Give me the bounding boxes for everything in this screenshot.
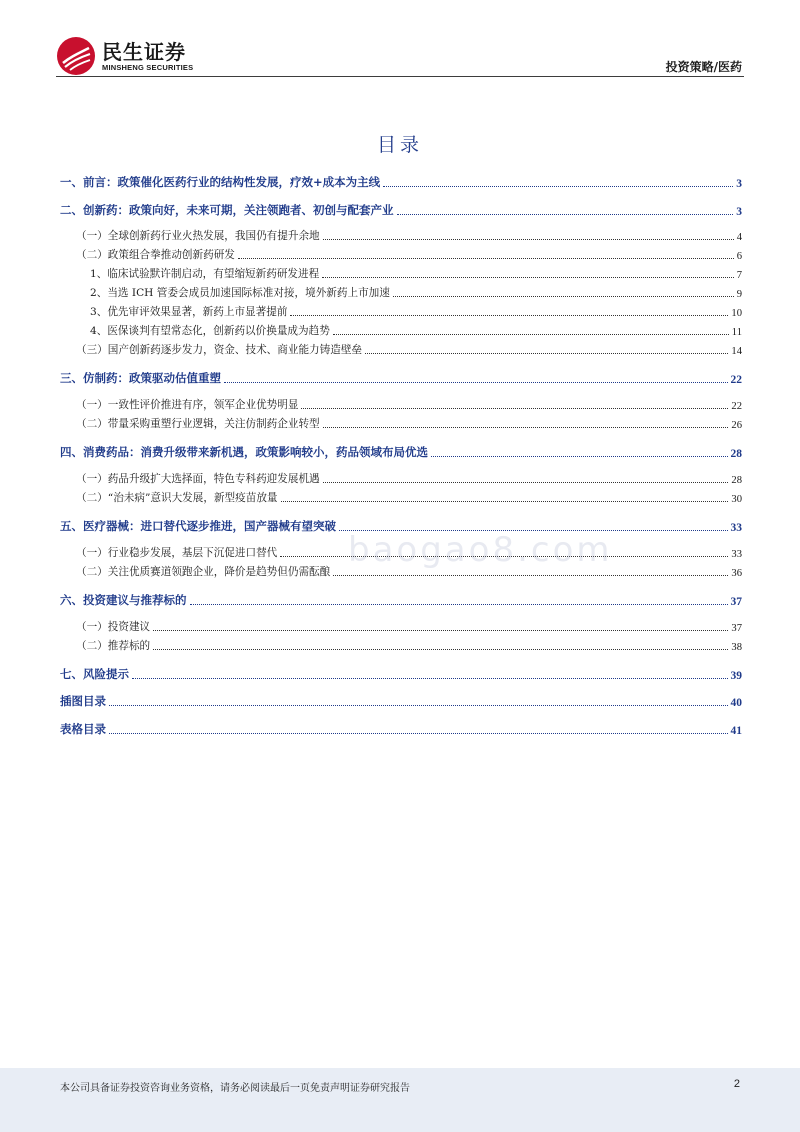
- toc-entry-label: 二、创新药：政策向好，未来可期，关注领跑者、初创与配套产业: [60, 203, 394, 217]
- toc-entry[interactable]: [60, 202, 742, 218]
- toc-entry-page: 6: [736, 251, 742, 262]
- logo-english-name: MINSHENG SECURITIES: [102, 62, 194, 72]
- toc-entry-page: 30: [731, 494, 742, 505]
- page-footer: [0, 1068, 800, 1132]
- toc-entry[interactable]: [60, 471, 742, 486]
- toc-entry-page: 10: [731, 308, 742, 319]
- toc-entry-page: 28: [731, 475, 742, 486]
- toc-entry-label: （二）关注优质赛道领跑企业，降价是趋势但仍需酝酿: [76, 566, 331, 578]
- toc-dot-leader: [323, 239, 734, 240]
- company-logo: [56, 36, 193, 76]
- logo-chinese-name: 民生证券: [102, 39, 186, 64]
- toc-entry[interactable]: [60, 285, 742, 300]
- toc-entry-label: （一）一致性评价推进有序，领军企业优势明显: [76, 399, 299, 411]
- toc-entry-label: 2、当选 ICH 管委会成员加速国际标准对接，境外新药上市加速: [90, 287, 390, 299]
- page-number: 2: [733, 1078, 740, 1090]
- toc-entry-label: （一）行业稳步发展，基层下沉促进口替代: [76, 547, 278, 559]
- toc-dot-leader: [153, 630, 728, 631]
- toc-dot-leader: [431, 456, 728, 457]
- toc-entry[interactable]: [60, 619, 742, 634]
- toc-dot-leader: [365, 353, 728, 354]
- toc-entry-label: 4、医保谈判有望常态化，创新药以价换量成为趋势: [90, 325, 330, 337]
- toc-entry-page: 7: [736, 270, 742, 281]
- toc-dot-leader: [190, 604, 728, 605]
- toc-entry[interactable]: [60, 638, 742, 653]
- toc-dot-leader: [238, 258, 734, 259]
- toc-entry-label: （三）国产创新药逐步发力，资金、技术、商业能力铸造壁垒: [76, 344, 363, 356]
- toc-entry-label: （一）投资建议: [76, 621, 151, 633]
- toc-dot-leader: [153, 649, 728, 650]
- toc-entry[interactable]: [60, 174, 742, 190]
- toc-entry-page: 40: [730, 697, 742, 709]
- watermark: baogao8.com: [348, 530, 613, 570]
- toc-entry-page: 3: [736, 206, 742, 218]
- report-category: 投资策略/医药: [665, 60, 742, 74]
- toc-entry-page: 11: [731, 327, 742, 338]
- minsheng-logo-icon: [56, 36, 96, 76]
- toc-dot-leader: [301, 408, 728, 409]
- toc-entry-page: 22: [731, 401, 742, 412]
- toc-dot-leader: [383, 186, 733, 187]
- toc-entry-label: 1、临床试验默许制启动，有望缩短新药研发进程: [90, 268, 320, 280]
- toc-entry-page: 33: [730, 522, 742, 534]
- toc-entry-page: 33: [731, 549, 742, 560]
- toc-entry-page: 4: [736, 232, 742, 243]
- toc-entry-page: 22: [730, 374, 742, 386]
- toc-entry-label: 表格目录: [60, 722, 106, 736]
- toc-entry[interactable]: [60, 721, 742, 737]
- toc-dot-leader: [333, 575, 728, 576]
- toc-dot-leader: [224, 382, 728, 383]
- toc-dot-leader: [323, 427, 729, 428]
- toc-entry[interactable]: [60, 490, 742, 505]
- toc-entry-label: 四、消费药品：消费升级带来新机遇，政策影响较小，药品领域布局优选: [60, 445, 428, 459]
- toc-entry-label: （一）药品升级扩大选择面，特色专科药迎发展机遇: [76, 473, 320, 485]
- toc-entry-label: （二）带量采购重塑行业逻辑，关注仿制药企业转型: [76, 418, 320, 430]
- footer-disclaimer: 本公司具备证券投资咨询业务资格，请务必阅读最后一页免责声明证券研究报告: [60, 1083, 410, 1094]
- toc-entry-page: 37: [731, 623, 742, 634]
- toc-entry-label: 3、优先审评效果显著，新药上市显著提前: [90, 306, 288, 318]
- toc-entry-label: （一）全球创新药行业火热发展，我国仍有提升余地: [76, 230, 320, 242]
- toc-entry-label: （二）“治未病”意识大发展，新型疫苗放量: [76, 492, 278, 504]
- toc-entry[interactable]: [60, 247, 742, 262]
- toc-entry-page: 3: [736, 178, 742, 190]
- toc-dot-leader: [109, 733, 728, 734]
- toc-entry[interactable]: [60, 592, 742, 608]
- toc-entry-label: （二）推荐标的: [76, 640, 151, 652]
- toc-entry-page: 41: [730, 725, 742, 737]
- toc-entry[interactable]: [60, 444, 742, 460]
- toc-entry-label: 一、前言：政策催化医药行业的结构性发展，疗效+成本为主线: [60, 175, 381, 189]
- toc-entry[interactable]: [60, 370, 742, 386]
- toc-dot-leader: [393, 296, 734, 297]
- toc-dot-leader: [290, 315, 728, 316]
- toc-dot-leader: [322, 277, 733, 278]
- toc-entry-page: 38: [731, 642, 742, 653]
- toc-entry[interactable]: [60, 666, 742, 682]
- toc-entry-label: （二）政策组合拳推动创新药研发: [76, 249, 235, 261]
- toc-entry-page: 26: [731, 420, 742, 431]
- toc-dot-leader: [397, 214, 734, 215]
- toc-entry[interactable]: [60, 323, 742, 338]
- toc-entry[interactable]: [60, 266, 742, 281]
- toc-entry-label: 插图目录: [60, 694, 106, 708]
- page-header: [0, 0, 800, 80]
- toc-entry-label: 七、风险提示: [60, 667, 129, 681]
- toc-dot-leader: [323, 482, 729, 483]
- toc-title: 目录: [376, 134, 423, 156]
- header-divider: [56, 76, 744, 77]
- toc-entry-label: 五、医疗器械：进口替代逐步推进，国产器械有望突破: [60, 519, 336, 533]
- toc-entry[interactable]: [60, 228, 742, 243]
- toc-entry-page: 37: [730, 596, 742, 608]
- toc-dot-leader: [333, 334, 729, 335]
- toc-dot-leader: [109, 705, 728, 706]
- toc-dot-leader: [281, 501, 729, 502]
- toc-entry[interactable]: [60, 416, 742, 431]
- toc-entry-page: 39: [730, 670, 742, 682]
- toc-entry-page: 9: [736, 289, 742, 300]
- toc-entry-label: 六、投资建议与推荐标的: [60, 593, 187, 607]
- toc-entry[interactable]: [60, 342, 742, 357]
- toc-entry-page: 28: [730, 448, 742, 460]
- toc-entry-page: 36: [731, 568, 742, 579]
- toc-entry-page: 14: [731, 346, 742, 357]
- toc-entry[interactable]: [60, 304, 742, 319]
- toc-entry-label: 三、仿制药：政策驱动估值重塑: [60, 371, 221, 385]
- toc-entry[interactable]: [60, 397, 742, 412]
- toc-entry[interactable]: [60, 693, 742, 709]
- toc-dot-leader: [132, 678, 728, 679]
